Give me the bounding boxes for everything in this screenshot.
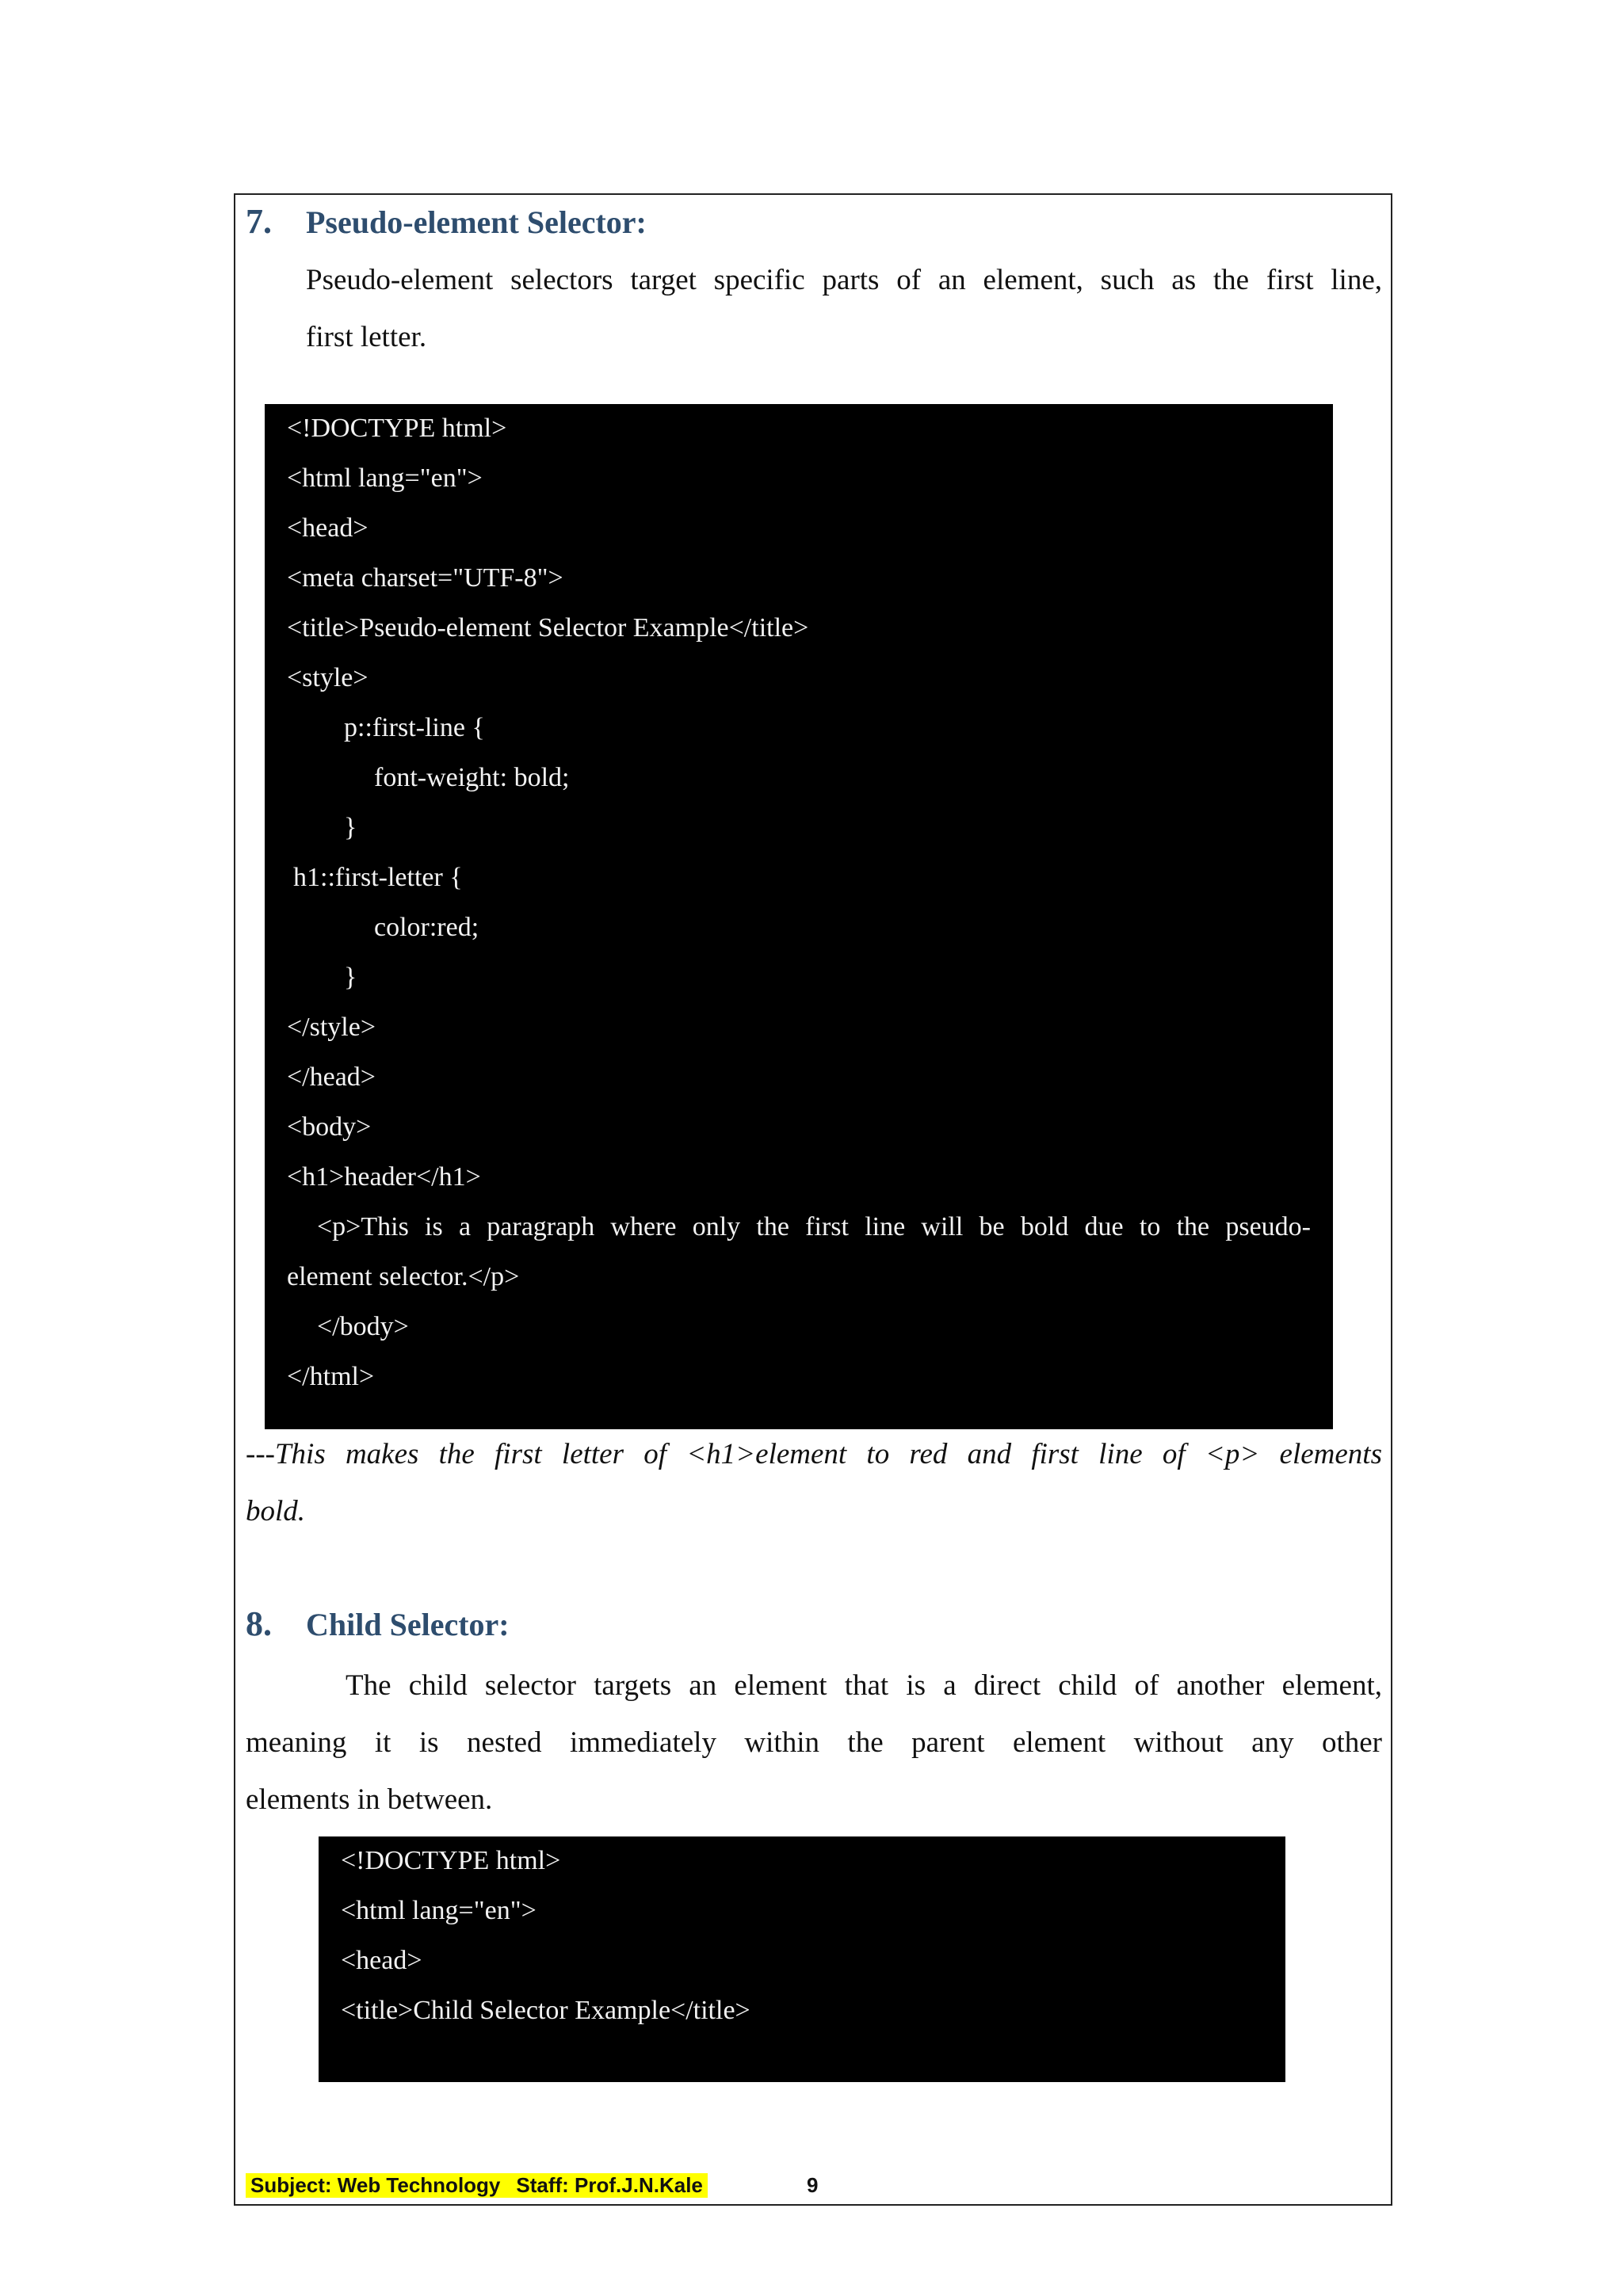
code-line: <p>This is a paragraph where only the first line will be bold due to the pseudo- [317, 1212, 1311, 1241]
code-line: <h1>header</h1> [287, 1162, 481, 1192]
code-line: <title>Child Selector Example</title> [341, 1996, 750, 2025]
section-7-explanation [246, 1426, 1382, 1540]
code-line: <title>Pseudo-element Selector Example</title> [287, 613, 809, 643]
section-8-number: 8. [246, 1604, 272, 1643]
intro-line: first letter. [306, 321, 427, 353]
code-line: element selector.</p> [287, 1262, 520, 1291]
code-line: } [344, 963, 357, 992]
page-footer [246, 2171, 708, 2199]
code-line: <!DOCTYPE html> [287, 414, 507, 443]
code-line: </style> [287, 1013, 376, 1042]
code-line: </html> [287, 1362, 375, 1391]
section-8-heading [246, 1604, 510, 1644]
page-number: 9 [807, 2173, 819, 2197]
note-line: ---This makes the first letter of <h1>element to red and first line of <p> elements [246, 1438, 1382, 1470]
section-8-intro [246, 1657, 1382, 1829]
code-line: color:red; [374, 913, 479, 942]
intro-line: The child selector targets an element that is a direct child of another element, [346, 1669, 1382, 1702]
code-block-pseudo-element [265, 404, 1333, 1429]
code-line: } [344, 813, 357, 842]
footer-subject: Subject: Web Technology [246, 2173, 505, 2198]
code-line: p::first-line { [344, 713, 485, 742]
code-line: </head> [287, 1062, 376, 1092]
code-line: <body> [287, 1112, 372, 1142]
code-line: <meta charset="UTF-8"> [287, 563, 563, 593]
code-block-child-selector [319, 1836, 1285, 2082]
section-7-number: 7. [246, 202, 272, 241]
code-line: <html lang="en"> [341, 1896, 537, 1925]
section-7-intro [306, 252, 1382, 366]
code-line: <head> [341, 1946, 422, 1975]
intro-line: meaning it is nested immediately within the parent element without any other [246, 1726, 1382, 1759]
code-line: h1::first-letter { [293, 863, 463, 892]
section-7-title: Pseudo-element Selector: [306, 204, 647, 240]
section-8-title: Child Selector: [306, 1607, 510, 1642]
code-line: font-weight: bold; [374, 763, 570, 792]
code-line: <head> [287, 513, 369, 543]
intro-line: Pseudo-element selectors target specific parts of an element, such as the first line, [306, 264, 1382, 296]
intro-line: elements in between. [246, 1783, 493, 1816]
code-line: <!DOCTYPE html> [341, 1846, 561, 1875]
note-line: bold. [246, 1495, 306, 1527]
footer-staff: Staff: Prof.J.N.Kale [505, 2173, 708, 2198]
code-line: <style> [287, 663, 369, 692]
section-7-heading [246, 201, 647, 242]
code-line: </body> [317, 1312, 409, 1341]
code-line: <html lang="en"> [287, 463, 483, 493]
